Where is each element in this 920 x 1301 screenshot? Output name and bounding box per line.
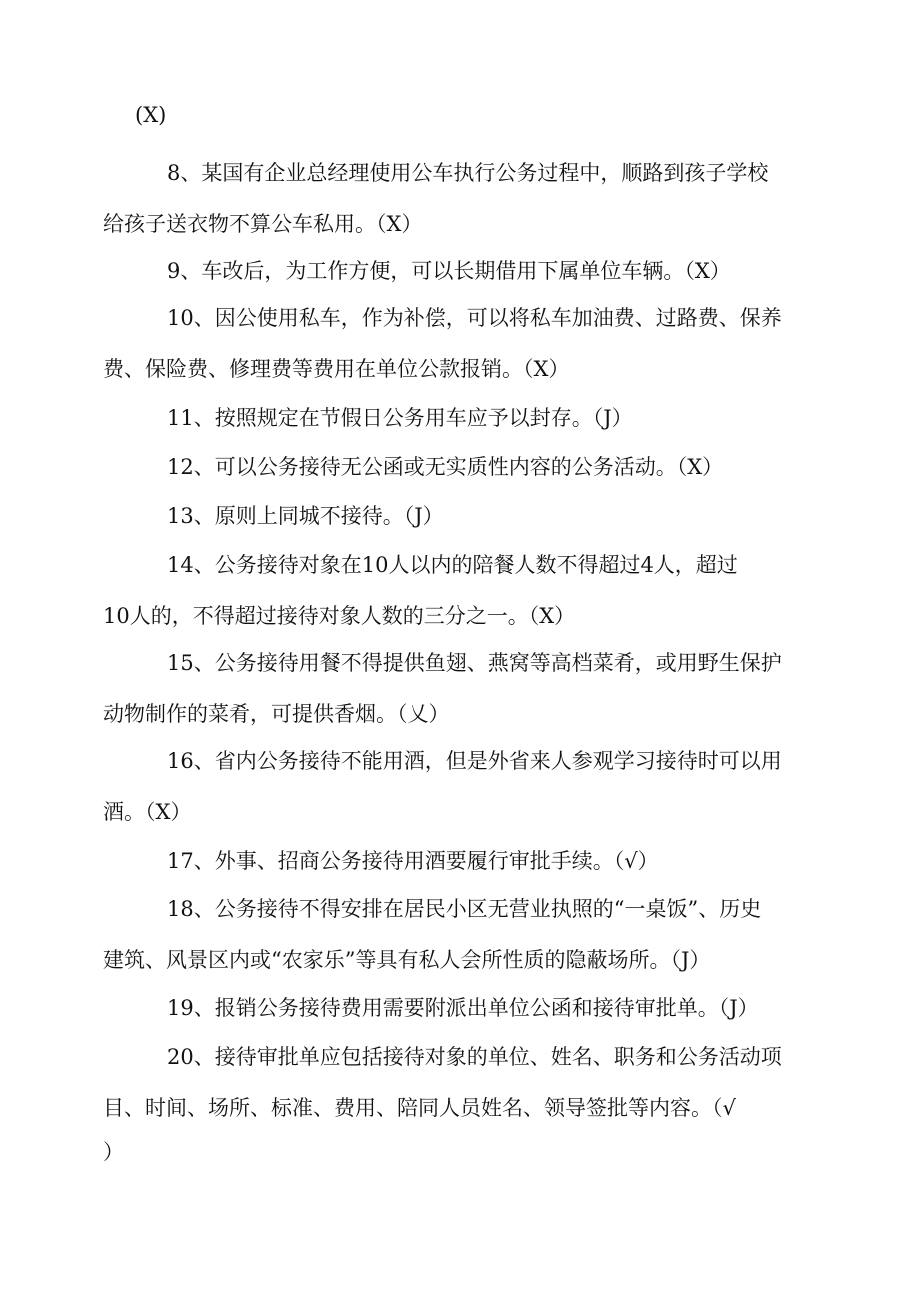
paragraph-item-11 xyxy=(135,393,795,444)
paragraph-line: 10、因公使用私车，作为补偿，可以将私车加油费、过路费、保养 xyxy=(167,306,782,330)
paragraph-item-12 xyxy=(135,442,795,493)
paragraph-7-answer xyxy=(135,90,795,141)
paragraph-line: 20、接待审批单应包括接待对象的单位、姓名、职务和公务活动项 xyxy=(167,1045,782,1069)
paragraph-item-17 xyxy=(135,836,795,887)
paragraph-line: 15、公务接待用餐不得提供鱼翅、燕窝等高档菜肴，或用野生保护 xyxy=(167,651,782,675)
paragraph-line: 18、公务接待不得安排在居民小区无营业执照的“一桌饭”、历史 xyxy=(167,897,762,921)
paragraph-line: 12、可以公务接待无公函或无实质性内容的公务活动。（X） xyxy=(167,455,724,479)
paragraph-item-13 xyxy=(135,491,795,542)
paragraph-line: ） xyxy=(103,1140,124,1164)
paragraph-line: 17、外事、招商公务接待用酒要履行审批手续。（√） xyxy=(167,849,659,873)
paragraph-line: 11、按照规定在节假日公务用车应予以封存。（J） xyxy=(167,406,633,430)
paragraph-line: 给孩子送衣物不算公车私用。（X） xyxy=(103,212,423,236)
paragraph-line: 8、某国有企业总经理使用公车执行公务过程中，顺路到孩子学校 xyxy=(167,161,769,185)
paragraph-line: 19、报销公务接待费用需要附派出单位公函和接待审批单。（J） xyxy=(167,996,759,1020)
paragraph-item-14 xyxy=(103,540,795,642)
paragraph-line: (X) xyxy=(135,103,167,127)
paragraph-line: 10人的，不得超过接待对象人数的三分之一。（X） xyxy=(103,604,576,628)
paragraph-line: 13、原则上同城不接待。（J） xyxy=(167,504,444,528)
paragraph-line: 动物制作的菜肴，可提供香烟。（乂） xyxy=(103,702,450,726)
paragraph-item-20 xyxy=(103,1032,795,1170)
paragraph-item-10 xyxy=(103,293,795,395)
paragraph-line: 目、时间、场所、标准、费用、陪同人员姓名、领导签批等内容。（√ xyxy=(103,1096,736,1120)
paragraph-line: 9、车改后，为工作方便，可以长期借用下属单位车辆。（X） xyxy=(167,259,731,283)
paragraph-line: 14、公务接待对象在10人以内的陪餐人数不得超过4人，超过 xyxy=(167,553,738,577)
paragraph-line: 16、省内公务接待不能用酒，但是外省来人参观学习接待时可以用 xyxy=(167,749,782,773)
paragraph-line: 建筑、风景区内或“农家乐”等具有私人会所性质的隐蔽场所。（J） xyxy=(103,948,711,972)
paragraph-item-9 xyxy=(135,246,795,297)
paragraph-item-19 xyxy=(135,983,795,1034)
paragraph-item-18 xyxy=(103,884,795,986)
paragraph-item-8 xyxy=(103,148,795,250)
paragraph-item-16 xyxy=(103,736,795,838)
paragraph-line: 费、保险费、修理费等费用在单位公款报销。（X） xyxy=(103,357,570,381)
paragraph-item-15 xyxy=(103,638,795,740)
paragraph-line: 酒。（X） xyxy=(103,800,192,824)
